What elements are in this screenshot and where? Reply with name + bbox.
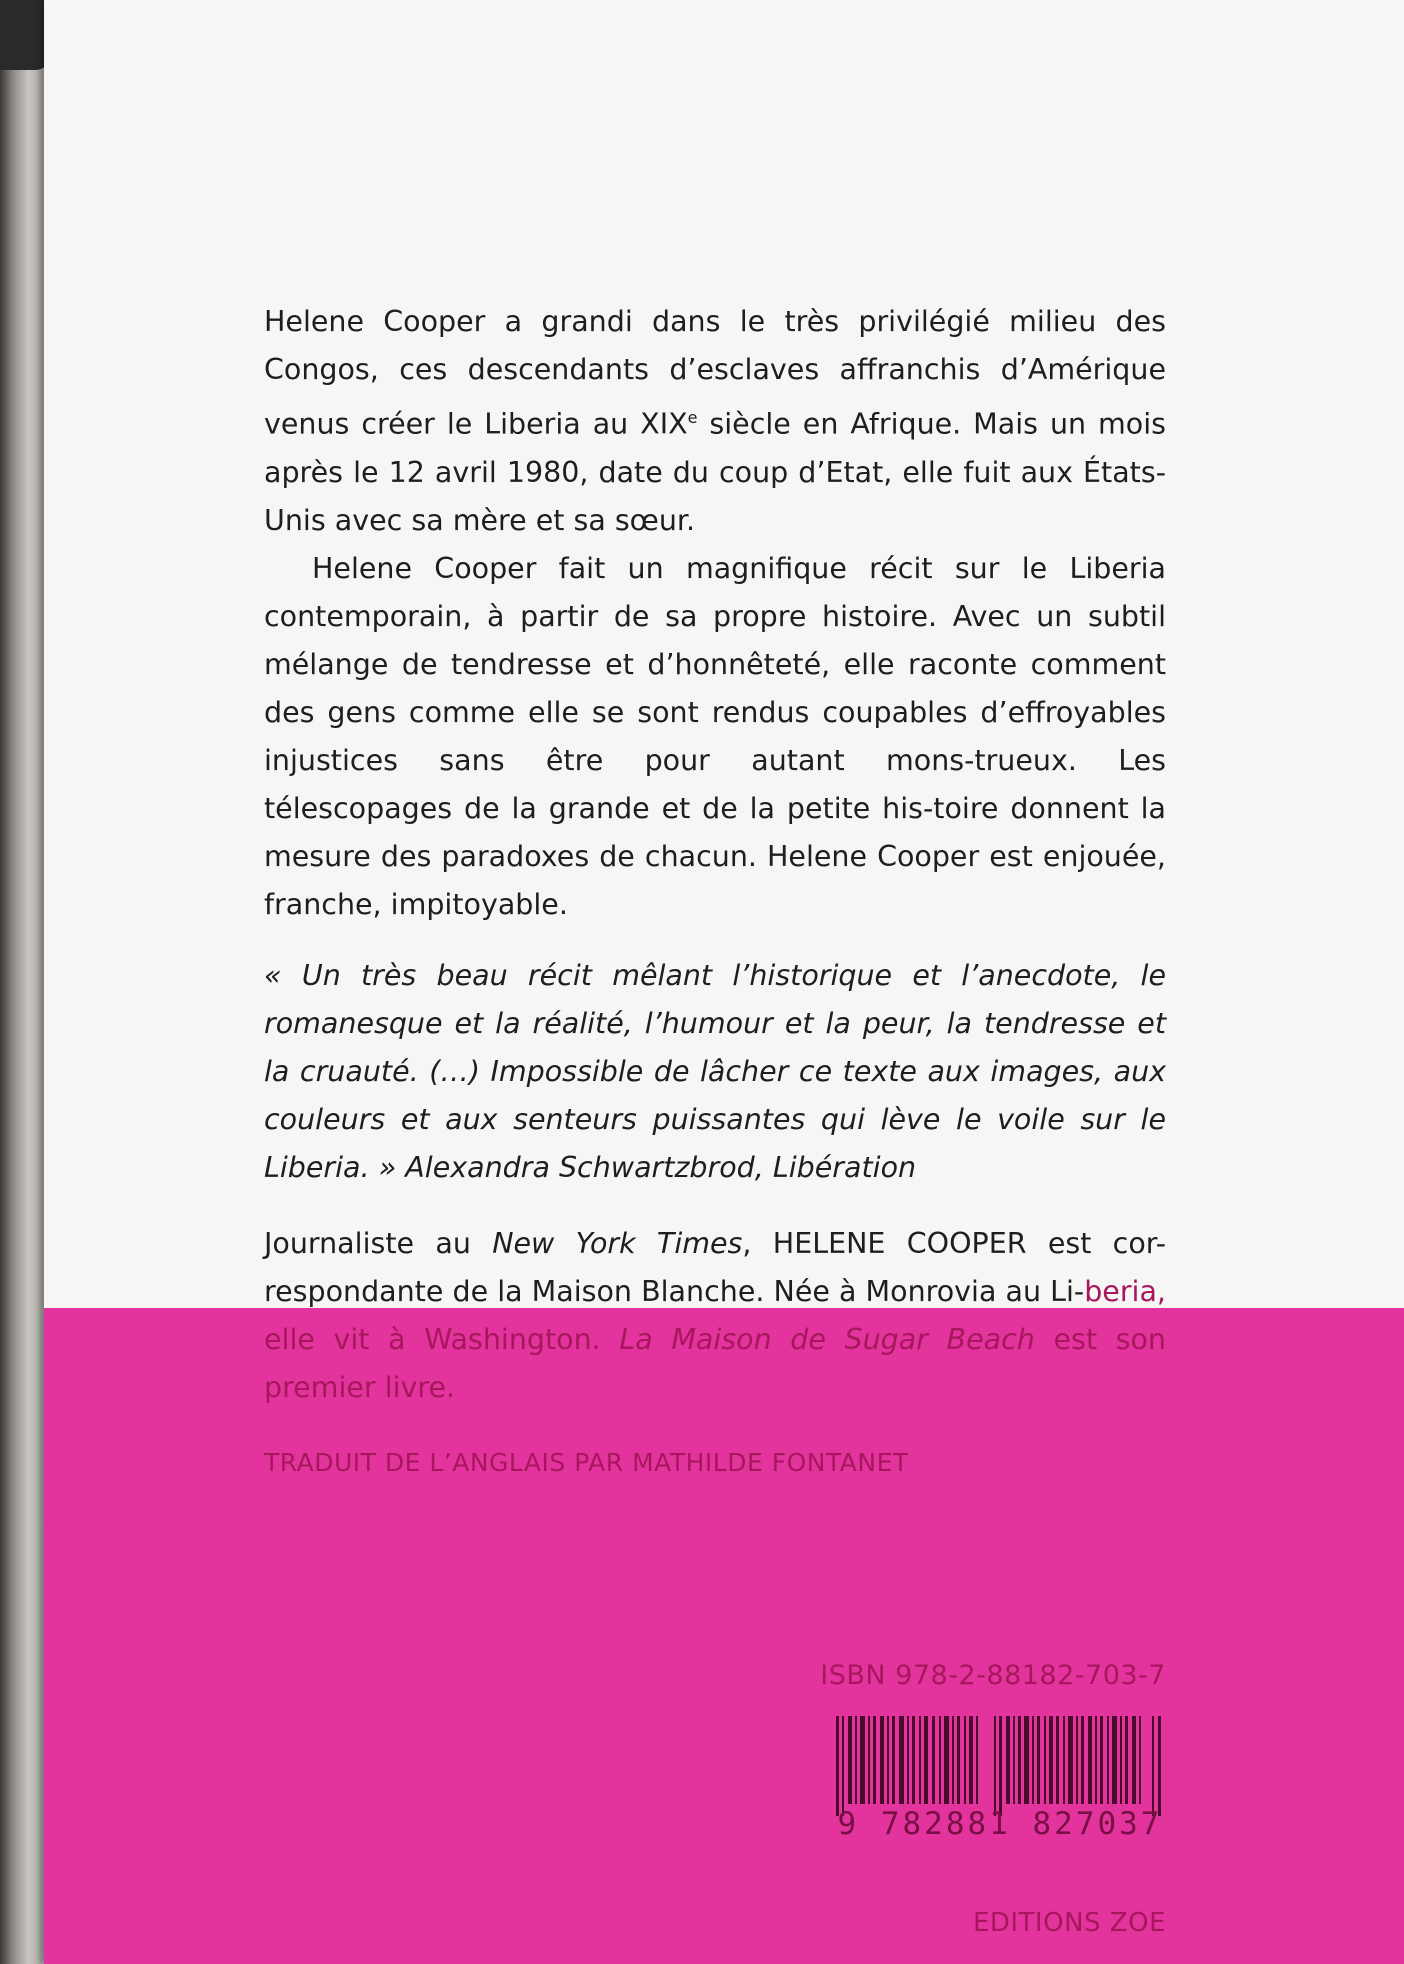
scan-corner <box>0 0 50 70</box>
synopsis-paragraph-2: Helene Cooper fait un magnifique récit sur le Liberia contemporain, à partir de sa propre histoire. Avec un subtil mélange de tendresse et d’honnêteté, elle raconte comment des gens comme elle se sont rendus coupables d’effroyables injustices sans être pour autant mons-trueux. Les télescopages de la grande et de la petite his-toire donnent la mesure des paradoxes de chacun. Helene Cooper est enjouée, franche, impitoyable. <box>264 551 1166 921</box>
synopsis-paragraph-1: Helene Cooper a grandi dans le très privilégié milieu des Congos, ces descendants d’esclaves affranchis d’Amérique venus créer le Liberia au XIXe siècle en Afrique. Mais un mois après le 12 avril 1980, date du coup d’Etat, elle fuit aux États-Unis avec sa mère et sa sœur. <box>264 305 1166 537</box>
author-bio: Journaliste au New York Times, HELENE COOPER est cor-respondante de la Maison Blanche. Née à Monrovia au Li-beria, elle vit à Washington. La Maison de Sugar Beach est son premier livre. <box>264 1227 1166 1404</box>
book-title: La Maison de Sugar Beach <box>619 1323 1035 1356</box>
barcode <box>834 1716 1166 1816</box>
isbn: ISBN 978-2-88182-703-7 <box>820 1660 1166 1691</box>
newspaper-title: New York Times <box>492 1227 743 1260</box>
barcode-digits: 9 782881 827037 <box>837 1806 1163 1842</box>
back-cover <box>44 0 1404 1964</box>
press-quote: « Un très beau récit mêlant l’historique et l’anecdote, le romanesque et la réalité, l’humour et la peur, la tendresse et la cruauté. (…) Impossible de lâcher ce texte aux images, aux couleurs et aux senteurs puissantes qui lève le voile sur le Liberia. » Alexandra Schwartzbrod, Libération <box>264 959 1166 1184</box>
synopsis <box>264 298 1166 929</box>
publisher-logo: EDITIONS ZOE <box>972 1908 1166 1938</box>
translator-credit: TRADUIT DE L’ANGLAIS PAR MATHILDE FONTANET <box>264 1448 909 1477</box>
